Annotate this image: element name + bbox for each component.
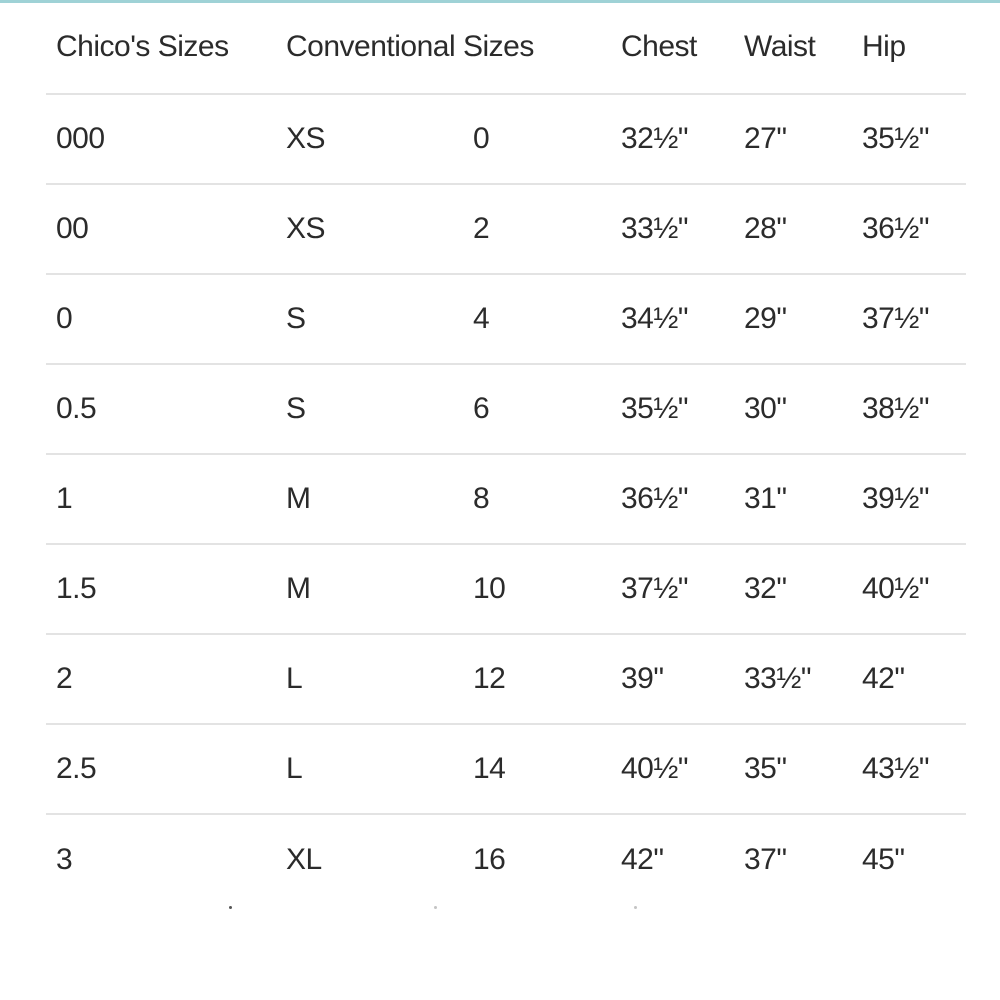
cell-hip: 42" — [862, 662, 905, 695]
cell-waist: 28" — [744, 212, 787, 245]
cell-number-size: 0 — [473, 122, 490, 155]
header-chicos-sizes: Chico's Sizes — [56, 30, 229, 63]
table-header-row — [46, 0, 966, 95]
cell-waist: 31" — [744, 482, 787, 515]
cell-hip: 45" — [862, 843, 905, 876]
cell-chest: 40½" — [621, 752, 689, 785]
table-row — [46, 365, 966, 455]
cell-letter-size: L — [286, 662, 303, 695]
cell-letter-size: S — [286, 392, 306, 425]
cell-chicos-size: 2 — [56, 662, 73, 695]
cell-letter-size: M — [286, 572, 311, 605]
cell-number-size: 8 — [473, 482, 490, 515]
cell-number-size: 4 — [473, 302, 490, 335]
table-row — [46, 725, 966, 815]
table-row — [46, 635, 966, 725]
cell-letter-size: L — [286, 752, 303, 785]
cell-number-size: 6 — [473, 392, 490, 425]
cell-letter-size: S — [286, 302, 306, 335]
cell-hip: 40½" — [862, 572, 930, 605]
size-chart-table — [46, 0, 966, 905]
header-chest: Chest — [621, 30, 697, 63]
cell-hip: 38½" — [862, 392, 930, 425]
cell-waist: 33½" — [744, 662, 812, 695]
cell-chicos-size: 1.5 — [56, 572, 97, 605]
cell-chest: 32½" — [621, 122, 689, 155]
cell-chest: 37½" — [621, 572, 689, 605]
table-row — [46, 455, 966, 545]
cell-hip: 43½" — [862, 752, 930, 785]
cell-number-size: 14 — [473, 752, 506, 785]
header-conventional-sizes: Conventional Sizes — [286, 30, 534, 63]
cell-hip: 35½" — [862, 122, 930, 155]
cell-waist: 37" — [744, 843, 787, 876]
cell-chicos-size: 00 — [56, 212, 89, 245]
cell-chest: 36½" — [621, 482, 689, 515]
cell-hip: 36½" — [862, 212, 930, 245]
table-row — [46, 275, 966, 365]
cell-chest: 33½" — [621, 212, 689, 245]
header-waist: Waist — [744, 30, 816, 63]
cell-hip: 39½" — [862, 482, 930, 515]
cell-chicos-size: 0.5 — [56, 392, 97, 425]
cell-letter-size: M — [286, 482, 311, 515]
cell-waist: 32" — [744, 572, 787, 605]
cell-chicos-size: 1 — [56, 482, 73, 515]
cell-hip: 37½" — [862, 302, 930, 335]
cell-waist: 30" — [744, 392, 787, 425]
cell-chicos-size: 000 — [56, 122, 105, 155]
bottom-speck-marks — [0, 906, 1000, 910]
speck-mark — [434, 906, 437, 909]
cell-chicos-size: 2.5 — [56, 752, 97, 785]
table-row — [46, 185, 966, 275]
speck-mark — [634, 906, 637, 909]
cell-letter-size: XS — [286, 122, 326, 155]
cell-number-size: 10 — [473, 572, 506, 605]
cell-chicos-size: 3 — [56, 843, 73, 876]
cell-letter-size: XL — [286, 843, 322, 876]
cell-number-size: 2 — [473, 212, 490, 245]
cell-chest: 35½" — [621, 392, 689, 425]
cell-waist: 27" — [744, 122, 787, 155]
cell-chest: 42" — [621, 843, 664, 876]
table-row — [46, 95, 966, 185]
header-hip: Hip — [862, 30, 906, 63]
cell-waist: 29" — [744, 302, 787, 335]
cell-number-size: 12 — [473, 662, 506, 695]
cell-chest: 39" — [621, 662, 664, 695]
table-row — [46, 815, 966, 905]
table-row — [46, 545, 966, 635]
cell-letter-size: XS — [286, 212, 326, 245]
speck-mark — [229, 906, 232, 909]
cell-waist: 35" — [744, 752, 787, 785]
cell-chest: 34½" — [621, 302, 689, 335]
cell-number-size: 16 — [473, 843, 506, 876]
cell-chicos-size: 0 — [56, 302, 73, 335]
